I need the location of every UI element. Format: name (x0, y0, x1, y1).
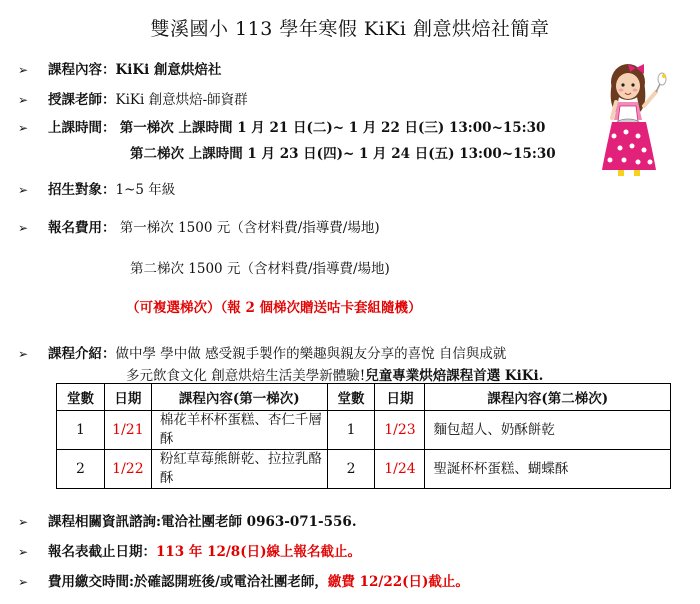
bullet-arrow-icon: ➢ (18, 183, 29, 197)
bullet-arrow-icon: ➢ (18, 347, 29, 361)
intro-row (18, 342, 506, 362)
fee-row (18, 216, 380, 236)
intro-line2-bold: 兒童專業烘焙課程首選 KiKi. (365, 368, 544, 384)
session-date: 1/24 (375, 450, 425, 489)
target-value: 1~5 年級 (115, 182, 176, 198)
header-session-1: 堂數 (57, 384, 105, 411)
session-content: 聖誕杯杯蛋糕、蝴蝶酥 (425, 450, 671, 489)
session-number: 1 (327, 411, 375, 450)
target-row (18, 178, 175, 198)
header-date-1: 日期 (104, 384, 151, 411)
schedule-table (56, 383, 671, 489)
session-content: 粉紅草莓熊餅乾、拉拉乳酪酥 (151, 450, 327, 489)
intro-line2 (126, 364, 543, 384)
inquiry-row (18, 510, 357, 530)
bullet-arrow-icon: ➢ (18, 93, 29, 107)
course-value: KiKi 創意烘焙社 (115, 62, 222, 78)
payment-deadline: 繳費 12/22(日)截止。 (327, 574, 469, 590)
fee-line1: 第一梯次 1500 元（含材料費/指導費/場地) (119, 220, 380, 236)
inquiry-value: 電洽社團老師 0963-071-556. (160, 514, 357, 530)
fee-label: 報名費用： (48, 220, 116, 236)
teacher-row (18, 88, 248, 108)
deadline-row (18, 540, 361, 560)
session-date: 1/22 (104, 450, 151, 489)
course-label: 課程內容： (48, 62, 116, 78)
inquiry-label: 課程相關資訊諮詢: (48, 514, 161, 530)
session-content: 麵包超人、奶酥餅乾 (425, 411, 671, 450)
bullet-arrow-icon: ➢ (18, 545, 29, 559)
target-label: 招生對象： (48, 182, 116, 198)
header-session-2: 堂數 (327, 384, 375, 411)
table-row (57, 450, 671, 489)
session-number: 2 (327, 450, 375, 489)
bullet-arrow-icon: ➢ (18, 575, 29, 589)
session-number: 2 (57, 450, 105, 489)
intro-line2-plain: 多元飲食文化 創意烘焙生活美學新體驗! (126, 368, 366, 384)
deadline-value: 113 年 12/8(日)線上報名截止。 (156, 544, 361, 560)
session-date: 1/23 (375, 411, 425, 450)
time-line1: 第一梯次 上課時間 1 月 21 日(二)~ 1 月 22 日(三) 13:00~15:30 (119, 120, 546, 136)
intro-label: 課程介紹： (48, 346, 116, 362)
table-row (57, 411, 671, 450)
table-header-row (57, 384, 671, 411)
time-row (18, 116, 545, 136)
payment-value: 於確認開班後/或電洽社團老師， (133, 574, 328, 590)
session-number: 1 (57, 411, 105, 450)
teacher-value: KiKi 創意烘焙-師資群 (115, 92, 248, 108)
intro-line1: 做中學 學中做 感受親手製作的樂趣與親友分享的喜悅 自信與成就 (115, 346, 507, 362)
page-title: 雙溪國小 113 學年寒假 KiKi 創意烘焙社簡章 (150, 18, 550, 40)
payment-label: 費用繳交時間: (48, 574, 134, 590)
bullet-arrow-icon: ➢ (18, 63, 29, 77)
header-date-2: 日期 (375, 384, 425, 411)
bullet-arrow-icon: ➢ (18, 121, 29, 135)
header-content-2: 課程內容(第二梯次) (425, 384, 671, 411)
bullet-arrow-icon: ➢ (18, 221, 29, 235)
header-content-1: 課程內容(第一梯次) (151, 384, 327, 411)
fee-line2: 第二梯次 1500 元（含材料費/指導費/場地) (130, 261, 390, 277)
session-date: 1/21 (104, 411, 151, 450)
bullet-arrow-icon: ➢ (18, 515, 29, 529)
course-row (18, 58, 221, 78)
session-content: 棉花羊杯杯蛋糕、杏仁千層酥 (151, 411, 327, 450)
teacher-label: 授課老師： (48, 92, 116, 108)
fee-note: （可複選梯次）（報 2 個梯次贈送咕卡套組隨機） (126, 300, 422, 316)
baker-girl-illustration (600, 62, 668, 177)
deadline-label: 報名表截止日期： (48, 544, 156, 560)
time-label: 上課時間： (48, 120, 116, 136)
payment-row (18, 570, 469, 590)
time-line2: 第二梯次 上課時間 1 月 23 日(四)~ 1 月 24 日(五) 13:00~15:30 (130, 146, 556, 162)
